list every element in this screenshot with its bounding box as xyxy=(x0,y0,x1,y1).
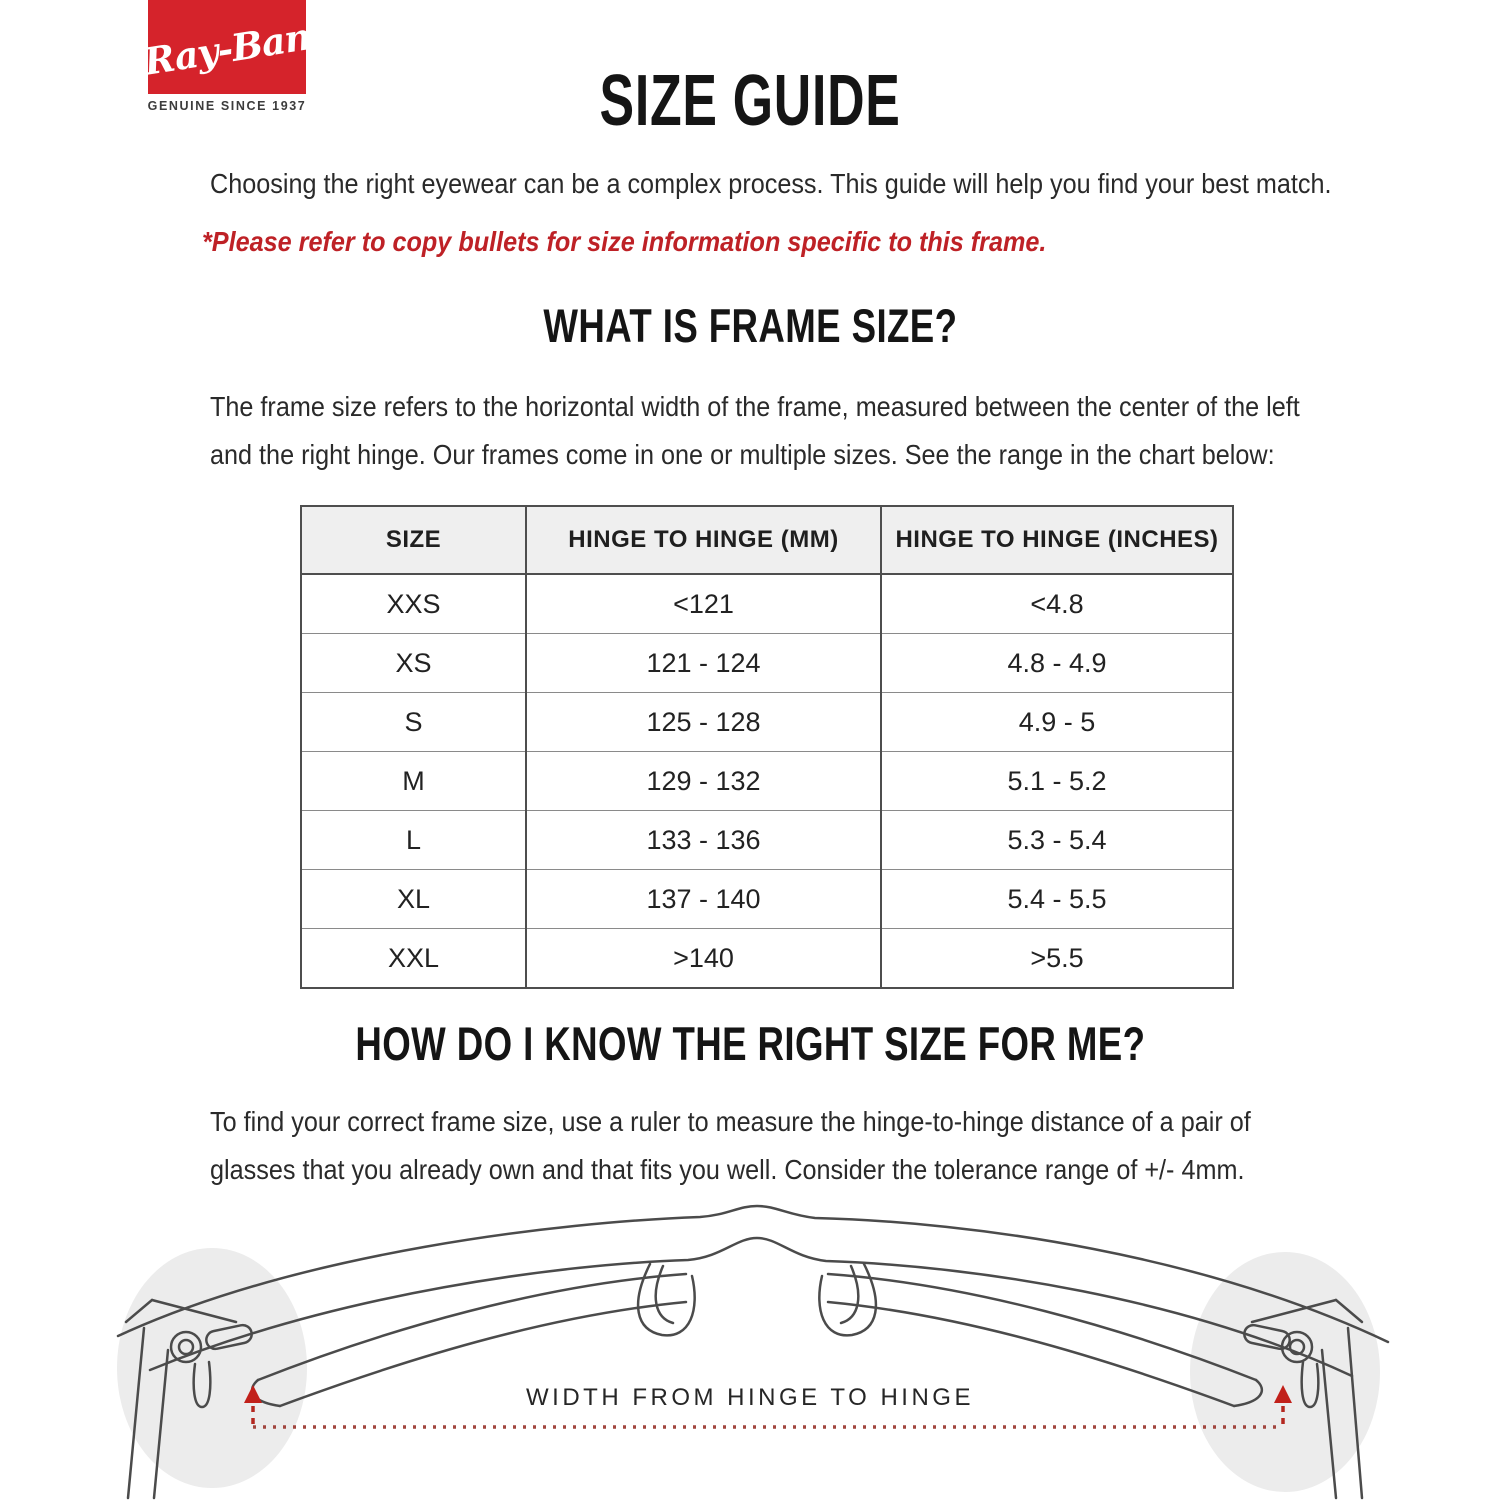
size-cell: L xyxy=(301,811,526,870)
inches-cell: 5.3 - 5.4 xyxy=(881,811,1233,870)
size-cell: M xyxy=(301,752,526,811)
inches-cell: <4.8 xyxy=(881,574,1233,634)
mm-cell: 121 - 124 xyxy=(526,634,881,693)
section-heading-frame-size: WHAT IS FRAME SIZE? xyxy=(542,299,958,352)
col-header-size: SIZE xyxy=(301,506,526,574)
glasses-diagram xyxy=(0,1200,1500,1500)
frame-size-paragraph xyxy=(210,383,1421,479)
mm-cell: 125 - 128 xyxy=(526,693,881,752)
brand-tagline: GENUINE SINCE 1937 xyxy=(147,99,307,113)
right-size-paragraph xyxy=(210,1098,1366,1194)
size-cell: XS xyxy=(301,634,526,693)
size-cell: XXS xyxy=(301,574,526,634)
mm-cell: 137 - 140 xyxy=(526,870,881,929)
frame-note-text: *Please refer to copy bullets for size information specific to this frame. xyxy=(202,226,1047,257)
inches-cell: 4.9 - 5 xyxy=(881,693,1233,752)
col-header-inches: HINGE TO HINGE (INCHES) xyxy=(881,506,1233,574)
page-title: SIZE GUIDE xyxy=(599,61,901,141)
size-table xyxy=(300,505,1234,989)
mm-cell: <121 xyxy=(526,574,881,634)
size-cell: XXL xyxy=(301,929,526,989)
size-table-header-row xyxy=(301,506,1233,574)
table-row-xxl xyxy=(301,929,1233,989)
mm-cell: 129 - 132 xyxy=(526,752,881,811)
rayban-logo-script: Ray-Ban xyxy=(141,14,314,84)
mm-cell: 133 - 136 xyxy=(526,811,881,870)
size-cell: XL xyxy=(301,870,526,929)
inches-cell: 5.1 - 5.2 xyxy=(881,752,1233,811)
right-size-paragraph-line1: To find your correct frame size, use a ruler to measure the hinge-to-hinge distance of a pair of xyxy=(210,1106,1251,1137)
table-row-xl xyxy=(301,870,1233,929)
inches-cell: >5.5 xyxy=(881,929,1233,989)
glasses-top-view-illustration xyxy=(0,1200,1500,1500)
left-hinge-highlight xyxy=(117,1248,307,1488)
frame-size-paragraph-line2: and the right hinge. Our frames come in one or multiple sizes. See the range in the chart below: xyxy=(210,439,1275,470)
table-row-xs xyxy=(301,634,1233,693)
section-heading-right-size: HOW DO I KNOW THE RIGHT SIZE FOR ME? xyxy=(355,1017,1145,1070)
inches-cell: 4.8 - 4.9 xyxy=(881,634,1233,693)
table-row-s xyxy=(301,693,1233,752)
frame-size-paragraph-line1: The frame size refers to the horizontal width of the frame, measured between the center of the left xyxy=(210,391,1300,422)
right-size-paragraph-line2: glasses that you already own and that fits you well. Consider the tolerance range of +/- 4mm. xyxy=(210,1154,1245,1185)
inches-cell: 5.4 - 5.5 xyxy=(881,870,1233,929)
table-row-xxs xyxy=(301,574,1233,634)
col-header-mm: HINGE TO HINGE (MM) xyxy=(526,506,881,574)
table-row-l xyxy=(301,811,1233,870)
hinge-width-label: WIDTH FROM HINGE TO HINGE xyxy=(526,1384,974,1411)
size-cell: S xyxy=(301,693,526,752)
intro-text: Choosing the right eyewear can be a complex process. This guide will help you find your best match. xyxy=(210,168,1332,199)
mm-cell: >140 xyxy=(526,929,881,989)
table-row-m xyxy=(301,752,1233,811)
